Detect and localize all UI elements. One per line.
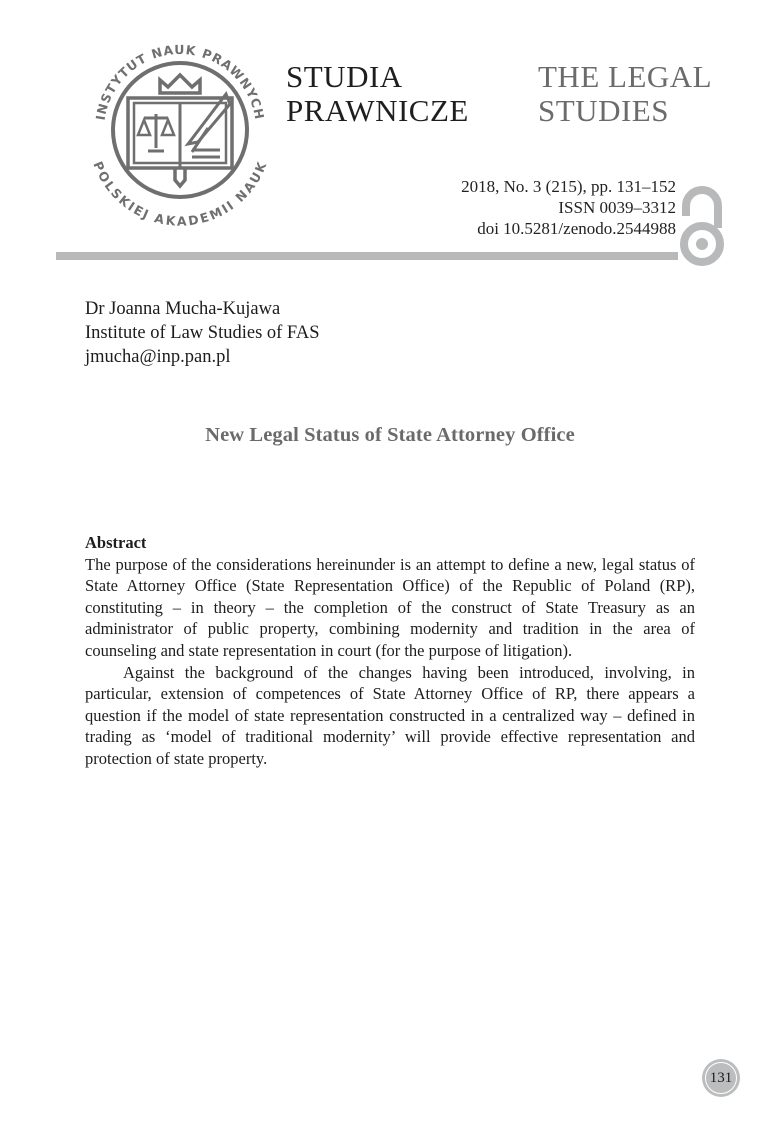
journal-title-polish-line1: STUDIA <box>286 59 403 94</box>
abstract-heading: Abstract <box>85 533 147 552</box>
issue-metadata <box>461 176 676 239</box>
journal-title-polish-line2: PRAWNICZE <box>286 93 469 128</box>
author-email[interactable]: jmucha@inp.pan.pl <box>85 347 231 367</box>
svg-text:INSTYTUT NAUK PRAWNYCH: INSTYTUT NAUK PRAWNYCH <box>92 41 268 122</box>
header-divider <box>56 252 678 260</box>
author-name: Dr Joanna Mucha-Kujawa <box>85 299 281 319</box>
open-access-icon <box>678 186 726 268</box>
page-number-badge <box>702 1059 740 1097</box>
article-title: New Legal Status of State Attorney Office <box>205 424 575 446</box>
journal-title-english-line2: STUDIES <box>538 93 669 128</box>
abstract-paragraph-2: Against the background of the changes having been introduced, involving, in particular, extension of competences of State Attorney Office of RP, there appears a question if the model of state representation constructed in a centralized way – defined in trading as ‘model of traditional modernity’ will provide effective representation and protection of state property. <box>85 662 695 768</box>
author-block <box>85 297 320 369</box>
doi: doi 10.5281/zenodo.2544988 <box>477 219 676 238</box>
issue-citation: 2018, No. 3 (215), pp. 131–152 <box>461 177 676 196</box>
author-affiliation: Institute of Law Studies of FAS <box>85 323 320 343</box>
page-number: 131 <box>705 1062 737 1094</box>
journal-title-english <box>538 60 712 128</box>
abstract-section <box>85 532 695 770</box>
journal-title-polish <box>286 60 469 128</box>
institute-seal-icon <box>80 30 280 230</box>
issn: ISSN 0039–3312 <box>558 198 676 217</box>
svg-text:POLSKIEJ AKADEMII NAUK: POLSKIEJ AKADEMII NAUK <box>90 159 270 229</box>
abstract-paragraph-1: The purpose of the considerations hereinunder is an attempt to define a new, legal status of State Attorney Office (State Representation Office) of the Republic of Poland (RP), constituting – in theory – the completion of the construct of State Treasury as an administrator of public property, combining modernity and tradition in the area of counseling and state representation in court (for the purpose of litigation). <box>85 554 695 660</box>
journal-title-english-line1: THE LEGAL <box>538 59 713 94</box>
